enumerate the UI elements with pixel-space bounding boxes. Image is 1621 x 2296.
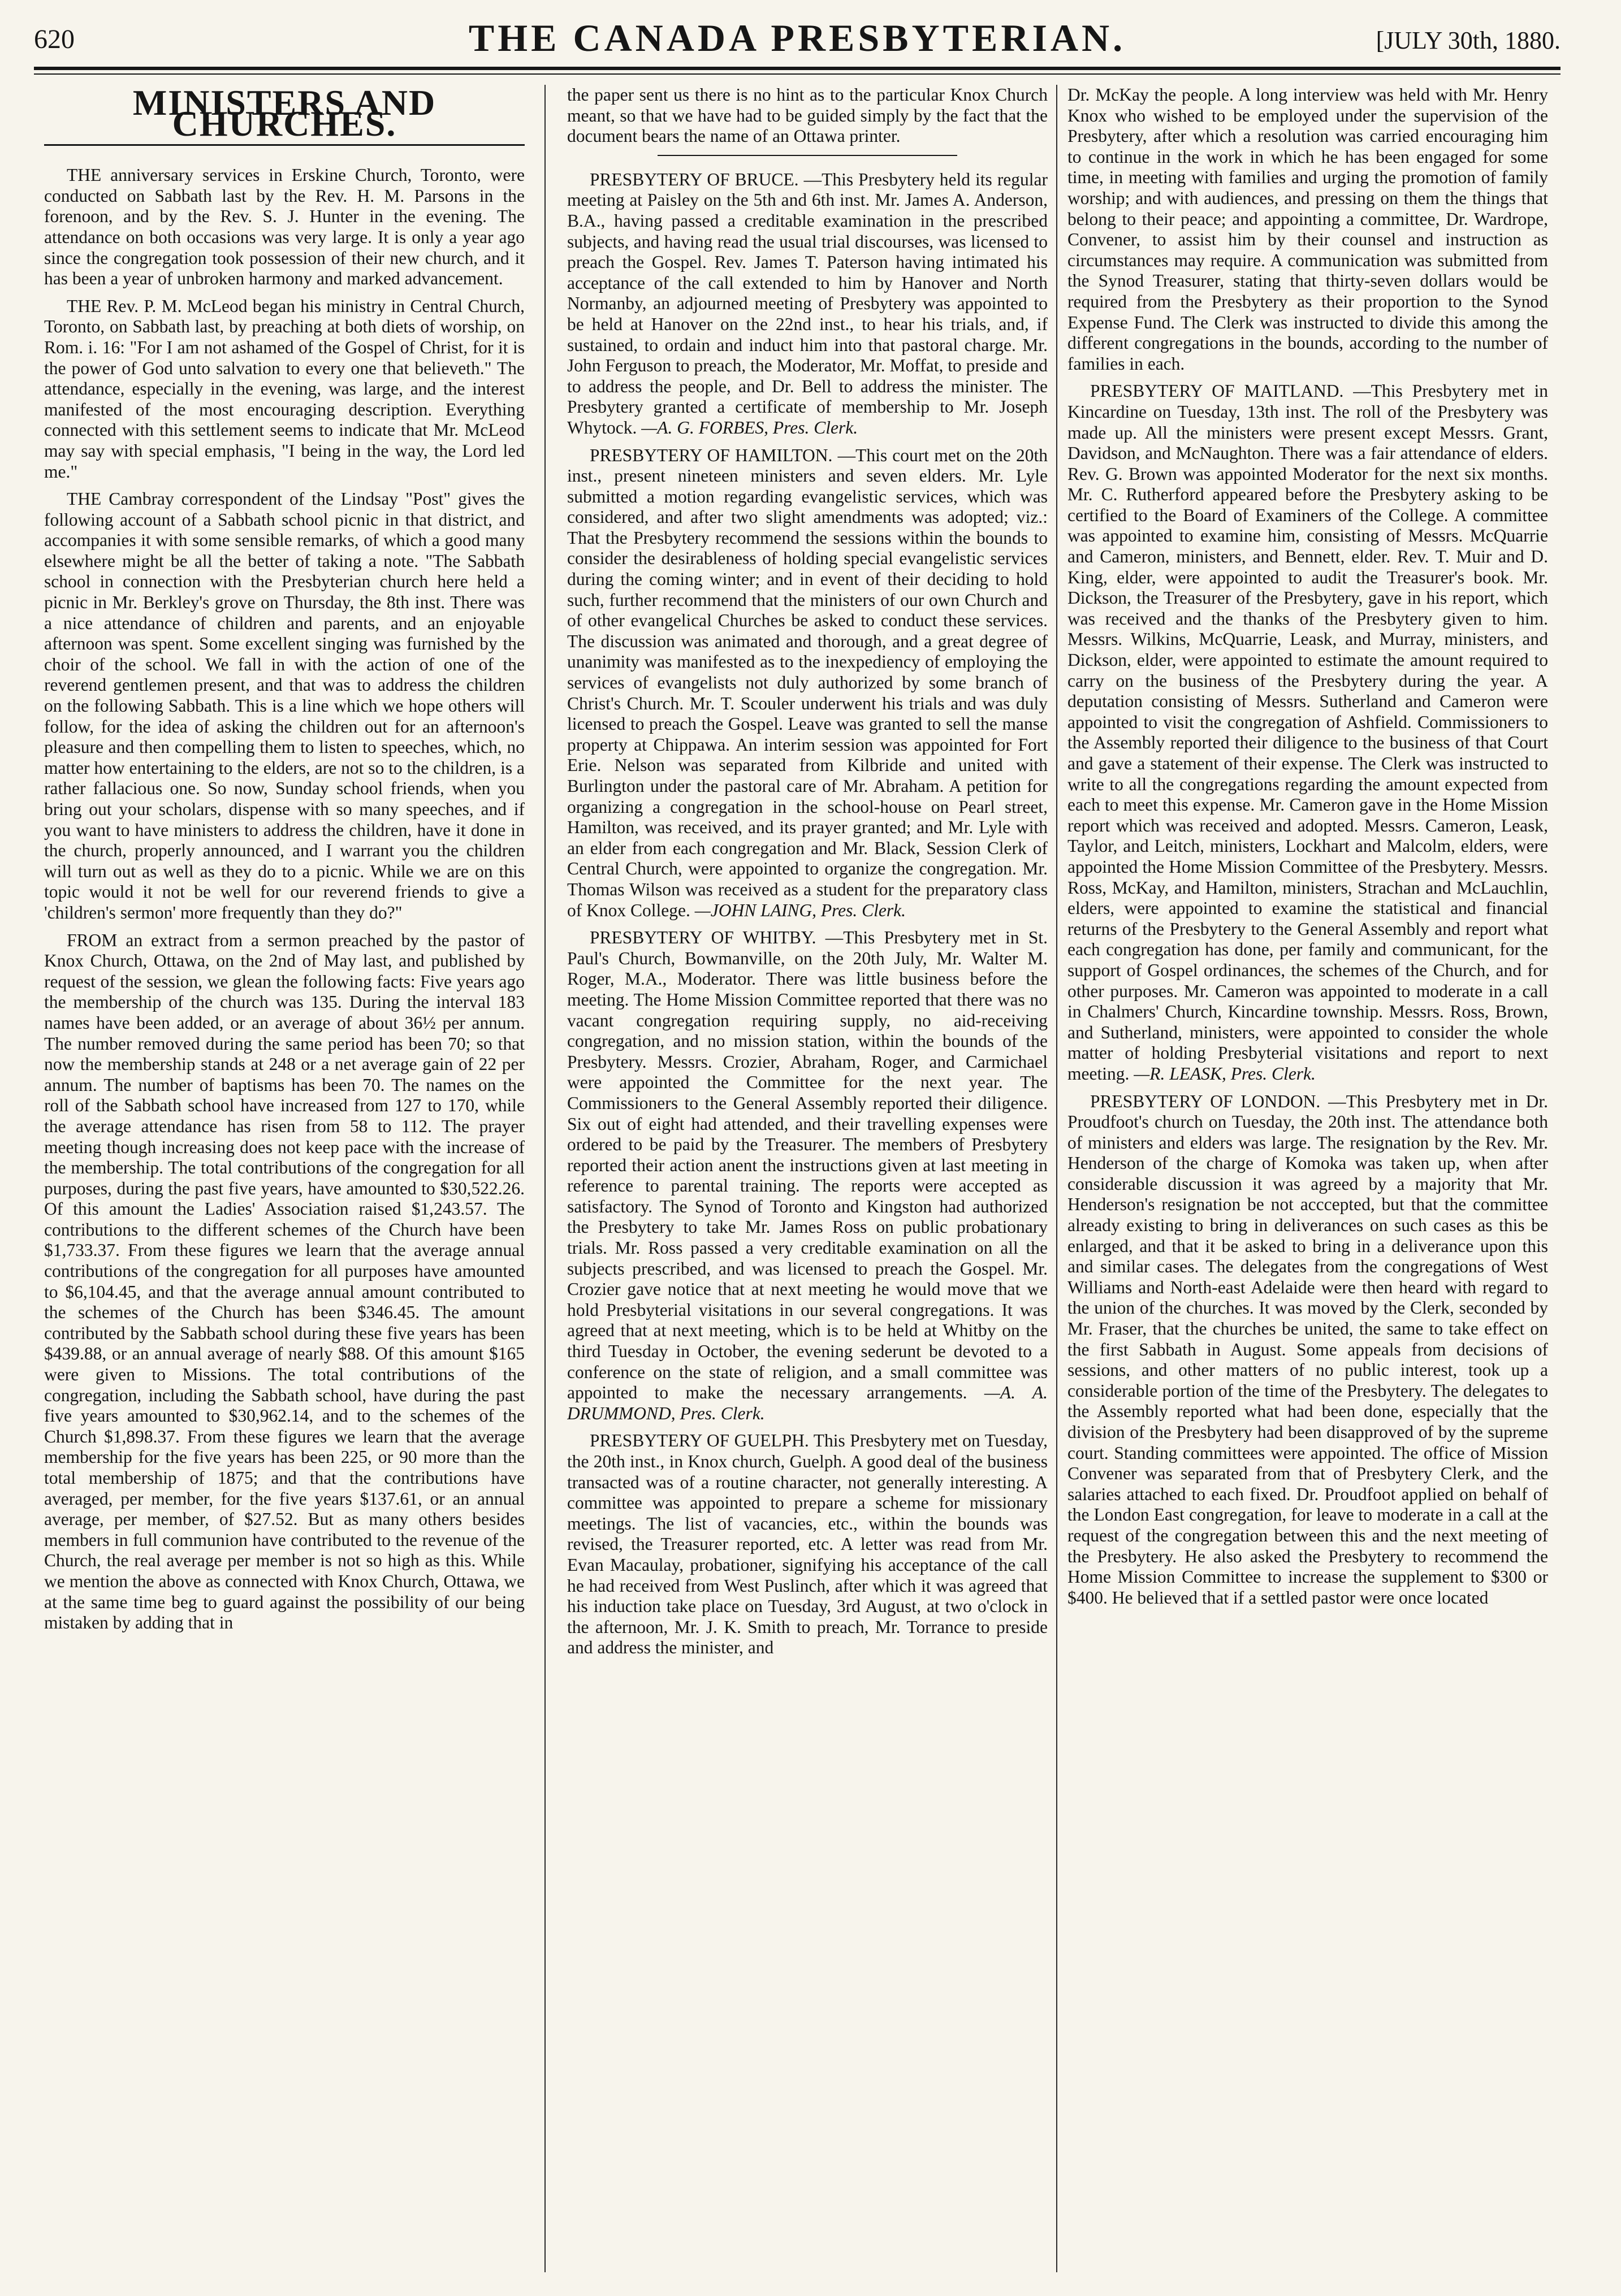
paragraph-text: —This Presbytery met in St. Paul's Church, Bowmanville, on the 20th July, Mr. Walter M. Roger, M.A., Moderator. There was little business before the meeting. The Home Mission Committee reported that there was no vacant congregation requiring supply, no aid-receiving congregation, and no mission station, within the bounds of the Presbytery. Messrs. Crozier, Abraham, Roger, and Carmichael were appointed the Committee for the next year. The Commissioners to the General Assembly reported their diligence. Six out of eight had attended, and their travelling expenses were ordered to be paid by the Treasurer. The members of Presbytery reported their action anent the instructions given at last meeting in reference to parental training. The reports were accepted as satisfactory. The Synod of Toronto and Kingston had authorized the Presbytery to take Mr. James Ross on public probationary trials. Mr. Ross passed a very creditable examination on all the subjects prescribed, and was licensed to preach the Gospel. Mr. Crozier gave notice that at next meeting he would move that we hold Presbyterial visitations in our several congregations. It was agreed that at next meeting, which is to be held at Whitby on the third Tuesday in October, the evening sederunt be devoted to a conference on the state of religion, and a small committee was appointed to make the necessary arrangements. bbox=[567, 928, 1048, 1403]
paragraph-lead: THE bbox=[67, 296, 102, 316]
article-paragraph bbox=[44, 489, 525, 923]
column-1-body bbox=[44, 165, 525, 1634]
paragraph-text: —This Presbytery met in Dr. Proudfoot's church on Tuesday, the 20th inst. The attendance both of ministers and elders was large. The resignation by the Rev. Mr. Henderson of the charge of Komoka was taken up, when after considerable discussion it was agreed by a majority that Mr. Henderson's resignation be not acccepted, but that the committee already existing to bring in deliverances on such cases as this be enlarged, and that it be asked to bring in a deliverance upon this and similar cases. The delegates from the congregations of West Williams and North-east Adelaide were then heard with regard to the union of the churches. It was moved by the Clerk, seconded by Mr. Fraser, that the churches be united, the same to take effect on the first Sabbath in August. Some appeals from decisions of sessions, and other matters of no public interest, took up a considerable portion of the time of the Presbytery. The delegates to the Assembly reported what had been done, especially that the division of the Presbytery had been disapproved of by the supreme court. Standing committees were appointed. The office of Mission Convener was separated from that of Presbytery Clerk, and the salaries attached to each fixed. Dr. Proudfoot applied on behalf of the London East congregation, for leave to moderate in a call at the request of the congregation between this and the next meeting of the Presbytery. He also asked the Presbytery to recommend the Home Mission Committee to increase the supplement to $300 or $400. He believed that if a settled pastor were once located bbox=[1067, 1091, 1548, 1608]
paragraph-lead: PRESBYTERY OF WHITBY. bbox=[590, 928, 816, 948]
masthead bbox=[34, 16, 1561, 67]
column-2 bbox=[567, 85, 1048, 2272]
clerk-signature: —A. G. FORBES, Pres. Clerk. bbox=[641, 417, 858, 437]
article-paragraph bbox=[1067, 381, 1548, 1084]
article-paragraph bbox=[44, 930, 525, 1634]
masthead-rule-thin bbox=[34, 73, 1561, 75]
column-3-body bbox=[1067, 85, 1548, 1608]
paragraph-lead: PRESBYTERY OF HAMILTON. bbox=[590, 445, 833, 465]
journal-title: THE CANADA PRESBYTERIAN. bbox=[468, 16, 1126, 59]
paragraph-text: Dr. McKay the people. A long interview was held with Mr. Henry Knox who wished to be employed under the supervision of the Presbytery, after which a resolution was carried encouraging him to continue in the work in which he has been engaged for some time, in meeting with families and urging the promotion of family worship; and with audiences, and pressing on them the things that belong to their peace; and appointing a committee, Dr. Wardrope, Convener, to assist him by their counsel and instruction as circumstances may require. A communication was submitted from the Synod Treasurer, stating that thirty-seven dollars would be required from the Presbytery as their proportion to the Synod Expense Fund. The Clerk was instructed to divide this among the different congregations in the bounds, according to the number of families in each. bbox=[1067, 85, 1548, 374]
column-2-body bbox=[567, 85, 1048, 1658]
paragraph-lead: PRESBYTERY OF GUELPH. bbox=[590, 1431, 809, 1451]
paragraph-lead: FROM bbox=[67, 930, 118, 950]
paragraph-lead: THE bbox=[67, 165, 102, 185]
masthead-rule bbox=[34, 67, 1561, 70]
article-paragraph bbox=[567, 1431, 1048, 1658]
column-divider bbox=[1056, 85, 1057, 2272]
paragraph-text: Rev. P. M. McLeod began his ministry in Central Church, Toronto, on Sabbath last, by preaching at both diets of worship, on Rom. i. 16: "For I am not ashamed of the Gospel of Christ, for it is the power of God unto salvation to every one that believeth." The attendance, especially in the evening, was large, and the interest manifested of the most encouraging description. Everything connected with this settlement seems to indicate that Mr. McLeod may say with special emphasis, "I being in the way, the Lord led me." bbox=[44, 296, 525, 482]
clerk-signature: —R. LEASK, Pres. Clerk. bbox=[1134, 1063, 1316, 1084]
article-paragraph bbox=[44, 165, 525, 289]
section-heading: MINISTERS AND CHURCHES. bbox=[44, 93, 525, 146]
clerk-signature: —A. A. DRUMMOND, Pres. Clerk. bbox=[567, 1383, 1048, 1423]
article-paragraph bbox=[567, 928, 1048, 1424]
paragraph-lead: PRESBYTERY OF BRUCE. bbox=[590, 169, 799, 189]
paragraph-text: —This court met on the 20th inst., present nineteen ministers and seven elders. Mr. Lyle submitted a motion regarding evangelistic services, which was considered, and after two slight amendments was adopted; viz.: That the Presbytery recommend the sessions within the bounds to consider the desirableness of holding special evangelistic services during the coming winter; and in event of their deciding to hold such, further recommend that the ministers of our own Church and of other evangelical Churches be asked to conduct these services. The discussion was animated and thorough, and a great degree of unanimity was manifested as to the inexpediency of employing the services of evangelists not duly authorized by some branch of Christ's Church. Mr. T. Scouler underwent his trials and was duly licensed to preach the Gospel. Leave was granted to sell the manse property at Chippawa. An interim session was appointed for Fort Erie. Nelson was separated from Kilbride and united with Burlington under the pastoral care of Mr. Abraham. A petition for organizing a congregation in the school-house on Pearl street, Hamilton, was received, and its prayer granted; and Mr. Lyle with an elder from each congregation and Mr. Black, Session Clerk of Central Church, were appointed to organize the congregation. Mr. Thomas Wilson was received as a student for the preparatory class of Knox College. bbox=[567, 445, 1048, 920]
article-paragraph bbox=[1067, 1091, 1548, 1609]
paragraph-lead: THE bbox=[67, 489, 102, 509]
paragraph-lead: PRESBYTERY OF LONDON. bbox=[1090, 1091, 1321, 1111]
column-divider bbox=[544, 85, 546, 2272]
article-paragraph bbox=[44, 296, 525, 482]
column-3 bbox=[1067, 85, 1548, 2272]
paragraph-text: anniversary services in Erskine Church, Toronto, were conducted on Sabbath last by the Rev. H. M. Parsons in the forenoon, and by the Rev. S. J. Hunter in the evening. The attendance on both occasions was very large. It is only a year ago since the congregation took possession of their new church, and it has been a year of unbroken harmony and marked advancement. bbox=[44, 165, 525, 289]
page-number: 620 bbox=[34, 24, 75, 54]
article-paragraph bbox=[567, 85, 1048, 147]
paragraph-text: —This Presbytery held its regular meeting at Paisley on the 5th and 6th inst. Mr. James A. Anderson, B.A., having passed a creditable examination in the prescribed subjects, and having read the usual trial discourses, was licensed to preach the Gospel. Rev. James T. Paterson having intimated his acceptance of the call extended to him by Hanover and North Normanby, an adjourned meeting of Presbytery was appointed to be held at Hanover on the 22nd inst., to hear his trials, and, if sustained, to ordain and induct him into that pastoral charge. Mr. John Ferguson to preach, the Moderator, Mr. Moffat, to preside and to address the people, and Dr. Bell to address the minister. The Presbytery granted a certificate of membership to Mr. Joseph Whytock. bbox=[567, 169, 1048, 437]
article-paragraph bbox=[567, 170, 1048, 439]
paragraph-text: an extract from a sermon preached by the pastor of Knox Church, Ottawa, on the 2nd of May last, and published by request of the session, we glean the following facts: Five years ago the membership of the church was 135. During the interval 183 names have been added, or an average of about 36½ per annum. The number removed during the same period has been 70; so that now the membership stands at 248 or a net average gain of 22 per annum. The number of baptisms has been 70. The names on the roll of the Sabbath school have increased from 127 to 170, while the average attendance has risen from 58 to 112. The prayer meeting though increasing does not keep pace with the increase of the membership. The total contributions of the congregation for all purposes, during the past five years, have amounted to $30,522.26. Of this amount the Ladies' Association raised $1,243.57. The contributions to the different schemes of the Church have been $1,733.37. From these figures we learn that the average annual contributions of the congregation for all purposes have amounted to $6,104.45, and that the average annual amount contributed to the schemes of the Church has been $346.45. The amount contributed by the Sabbath school during these five years has been $439.88, or an annual average of nearly $88. Of this amount $165 were given to Missions. The total contributions of the congregation, including the Sabbath school, have during the past five years amounted to $30,962.14, and to the schemes of the Church $1,898.37. From these figures we learn that the average membership for the five years has been 225, or 90 more than the total membership of 1875; and that the contributions have averaged, per member, for the five years $137.61, or an annual average, per member, of $27.52. But as many others besides members in full communion have contributed to the revenue of the Church, the real average per member is not so high as this. While we mention the above as connected with Knox Church, Ottawa, we at the same time beg to guard against the possibility of our being mistaken by adding that in bbox=[44, 930, 525, 1633]
paragraph-text: —This Presbytery met in Kincardine on Tuesday, 13th inst. The roll of the Presbytery was made up. All the ministers were present except Messrs. Grant, Davidson, and McNaughton. There was a fair attendance of elders. Rev. G. Brown was appointed Moderator for the next six months. Mr. C. Rutherford appeared before the Presbytery asking to be certified to the Board of Examiners of the College. A committee was appointed to examine him, consisting of Messrs. McQuarrie and Cameron, ministers, and Bennett, elder. Rev. T. Muir and D. King, elder, were appointed to audit the Treasurer's book. Mr. Dickson, the Treasurer of the Presbytery, gave in his report, which was received and the thanks of the Presbytery given to him. Messrs. Wilkins, McQuarrie, Leask, and Murray, ministers, and Dickson, elder, were appointed to estimate the amount required to carry on the business of the Presbytery during the year. A deputation consisting of Messrs. Sutherland and Cameron were appointed to visit the congregation of Ashfield. Commissioners to the Assembly reported their diligence to the business of that Court and gave a statement of their expense. The Clerk was instructed to write to all the congregations regarding the amount expected from each to meet this expense. Mr. Cameron gave in the Home Mission report which was received and adopted. Messrs. Cameron, Leask, Taylor, and Leitch, ministers, Lockhart and Malcolm, elders, were appointed the Home Mission Committee of the Presbytery. Messrs. Ross, McKay, and Hamilton, ministers, Strachan and McLauchlin, elders, were appointed to examine the statistical and financial returns of the Presbytery to the General Assembly and report what each congregation has done, per family and communicant, for the support of Gospel ordinances, the schemes of the Church, and for other purposes. Mr. Cameron was appointed to moderate in a call in Chalmers' Church, Kincardine township. Messrs. Ross, Brown, and Sutherland, ministers, were appointed to consider the whole matter of holding Presbyterial visitations and report to next meeting. bbox=[1067, 381, 1548, 1084]
article-paragraph bbox=[1067, 85, 1548, 374]
issue-date: [JULY 30th, 1880. bbox=[1376, 27, 1561, 54]
column-1 bbox=[44, 85, 525, 2272]
paragraph-text: This Presbytery met on Tuesday, the 20th inst., in Knox church, Guelph. A good deal of the business transacted was of a routine character, not generally interesting. A committee was appointed to prepare a scheme for missionary meetings. The list of vacancies, etc., within the bounds was revised, the Treasurer reported, etc. A letter was read from Mr. Evan Macaulay, probationer, signifying his acceptance of the call he had received from West Puslinch, after which it was agreed that his induction take place on Tuesday, 3rd August, at two o'clock in the afternoon, Mr. J. K. Smith to preach, Mr. Torrance to preside and address the minister, and bbox=[567, 1431, 1048, 1658]
article-paragraph bbox=[567, 445, 1048, 921]
paragraph-text: the paper sent us there is no hint as to the particular Knox Church meant, so that we have had to be guided simply by the fact that the document bears the name of an Ottawa printer. bbox=[567, 85, 1048, 146]
paragraph-text: Cambray correspondent of the Lindsay "Post" gives the following account of a Sabbath school picnic in that district, and accompanies it with some sensible remarks, of which a good many elsewhere might be all the better of taking a note. "The Sabbath school in connection with the Presbyterian church here held a picnic in Mr. Berkley's grove on Thursday, the 8th inst. There was a nice attendance of children and parents, and an enjoyable afternoon was spent. Some excellent singing was furnished by the choir of the school. We fall in with the action of one of the reverend gentlemen present, and that was to address the children on the following Sabbath. This is a line which we hope others will follow, for the idea of asking the children out for an afternoon's pleasure and then compelling them to listen to speeches, which, no matter how entertaining to the elders, are not so to the children, is a rather fallacious one. So now, Sunday school friends, when you bring out your scholars, dispense with so many speeches, and if you want to have ministers to address the children, have it done in the church, properly announced, and I warrant you the children will turn out as well as they do to a picnic. While we are on this topic would it not be well for our reverend friends to give a 'children's sermon' more frequently than they do?" bbox=[44, 489, 525, 922]
separator-rule bbox=[658, 155, 957, 156]
paragraph-lead: PRESBYTERY OF MAITLAND. bbox=[1090, 381, 1344, 401]
clerk-signature: —JOHN LAING, Pres. Clerk. bbox=[694, 900, 906, 920]
